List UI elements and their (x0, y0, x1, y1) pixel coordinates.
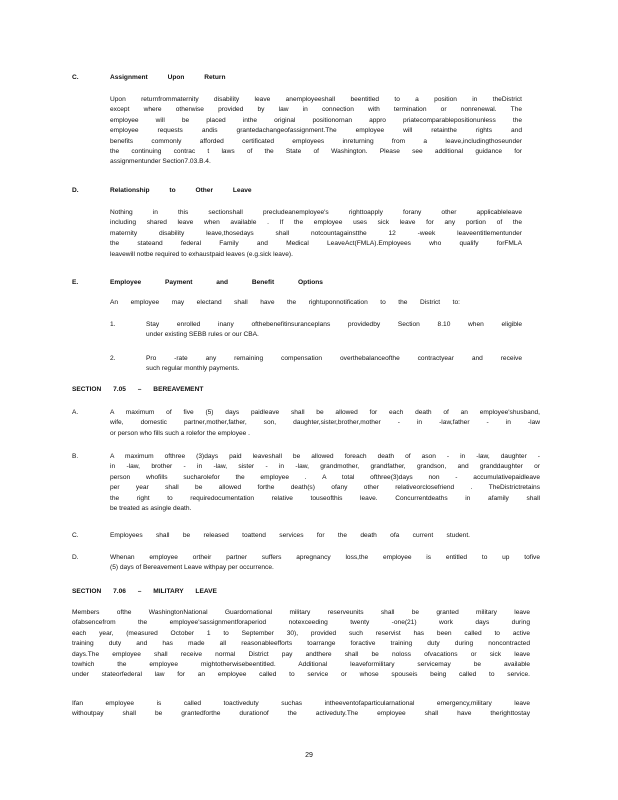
section-e-letter: E. (72, 279, 79, 286)
text-line: the right to requiredocumentation relative touseofthis leave. Concurrentdeaths in afamily shall (110, 494, 540, 502)
text-line: per year shall be allowed forthe death(s) ofany other relativeorclosefriend . TheDistrictretains (110, 484, 540, 492)
text-line: be treated as asingle death. (110, 505, 192, 513)
section-c-heading: Assignment Upon Return (110, 74, 226, 81)
section-c-body (110, 95, 522, 168)
section-e-heading: Employee Payment and Benefit Options (110, 279, 323, 286)
text-line: maternity disability leave,thosedays shall notcountagainstthe 12 -week leaveentitlementunder (110, 229, 522, 237)
military-leave-paragraph-2 (72, 699, 530, 720)
bereavement-item-c (110, 531, 470, 541)
text-line: A maximum of five (5) days paidleave shall be allowed for each death of an employee'shusband, (110, 409, 540, 416)
section-d-body (110, 208, 522, 260)
text-line: including shared leave when available . If the employee uses sick leave for any portion of the (110, 219, 522, 227)
bereavement-item-a (110, 408, 540, 439)
text-line: towhich the employee mightotherwisebeentitled. Additional leaveformilitary servicemay be available (72, 661, 530, 669)
text-line: An employee may electand shall have the rightuponnotification to the District to: (110, 299, 460, 306)
text-line: (5) days of Bereavement Leave withpay per occurrence. (110, 564, 274, 572)
text-line: ofabsencefrom the employee'sassignmentforaperiod notexceeding twenty -one(21) work days during (72, 619, 530, 627)
page-number: 29 (305, 752, 313, 759)
text-line: under stateorfederal law for an employee called to service or whose spouseis being called to service. (72, 671, 530, 679)
text-line: in -law, brother - in -law, sister - in -law, grandmother, grandfather, grandson, and granddaughter or (110, 463, 540, 471)
text-line: Ifan employee is called toactiveduty suchas intheeventofaparticularnational emergency,military leave (72, 700, 530, 707)
item-letter: A. (72, 409, 79, 416)
bereavement-item-d (110, 553, 540, 574)
section-d-heading: Relationship to Other Leave (110, 187, 252, 194)
list-number: 2. (110, 355, 116, 362)
list-number: 1. (110, 321, 116, 328)
text-line: the stateand federal Family and Medical LeaveAct(FMLA).Employees who qualify forFMLA (110, 240, 522, 248)
section-706-heading: SECTION 7.06 – MILITARY LEAVE (72, 588, 217, 595)
text-line: under existing SEBB rules or our CBA. (146, 331, 259, 339)
item-letter: C. (72, 532, 79, 539)
text-line: benefits commonly afforded certificated employees inreturning from a leave,includingthoseunder (110, 137, 522, 145)
section-d-letter: D. (72, 187, 79, 194)
text-line: the continuing contrac t laws of the State of Washington. Please see additional guidance for (110, 148, 522, 156)
military-leave-paragraph-1 (72, 608, 530, 681)
text-line: person whofills sucharolefor the employee . A total ofthree(3)days non - accumulativepaidleave (110, 473, 540, 481)
text-line: Pro -rate any remaining compensation overthebalanceofthe contractyear and receive (146, 355, 522, 362)
section-c-letter: C. (72, 74, 79, 81)
list-item (146, 354, 522, 375)
section-705-heading: SECTION 7.05 – BEREAVEMENT (72, 386, 204, 393)
section-e-intro (110, 298, 460, 308)
item-letter: B. (72, 453, 79, 460)
text-line: assignmentunder Section7.03.B.4. (110, 158, 211, 166)
text-line: A maximum ofthree (3)days paid leaveshall be allowed foreach death of ason - in -law, daughter - (110, 453, 540, 460)
text-line: Members ofthe WashingtonNational Guardornational military reserveunits shall be granted military leave (72, 609, 530, 616)
bereavement-item-b (110, 452, 540, 514)
item-letter: D. (72, 554, 79, 561)
text-line: Employees shall be released toattend services for the death ofa current student. (110, 532, 470, 539)
text-line: such regular monthly payments. (146, 365, 240, 373)
list-item (146, 320, 522, 341)
text-line: employee will be placed inthe original positionornan appro priatecomparablepositionunless the (110, 116, 522, 124)
text-line: training duty and has made all reasonableefforts toarrange foractive training duty during noncontracted (72, 640, 530, 648)
text-line: withoutpay shall be grantedforthe durationof the activeduty.The employee shall have therighttostay (72, 710, 530, 718)
text-line: Stay enrolled inany ofthebenefitinsuranceplans providedby Section 8.10 when eligible (146, 321, 522, 328)
text-line: Nothing in this sectionshall precludeanemployee's righttoapply forany other applicableleave (110, 209, 522, 216)
text-line: leavewill notbe required to exhaustpaid leaves (e.g.sick leave). (110, 250, 293, 258)
text-line: except where otherwise provided by law in connection with termination or nonrenewal. The (110, 106, 522, 114)
text-line: wife, domestic partner,mother,father, son, daughter,sister,brother,mother - in -law,father - in -law (110, 419, 540, 427)
text-line: each year, (measured October 1 to September 30), provided such reservist has been called to active (72, 629, 530, 637)
text-line: days.The employee shall receive normal District pay andthere shall be noloss ofvacations or sick leave (72, 650, 530, 658)
text-line: Upon returnfrommaternity disability leave anemployeeshall beentitled to a position in theDistrict (110, 96, 522, 103)
text-line: employee requests andis grantedachangeofassignment.The employee will retainthe rights and (110, 127, 522, 135)
text-line: or person who fills such a rolefor the employee . (110, 429, 251, 437)
text-line: Whenan employee ortheir partner suffers apregnancy loss,the employee is entitled to up tofive (110, 554, 540, 561)
